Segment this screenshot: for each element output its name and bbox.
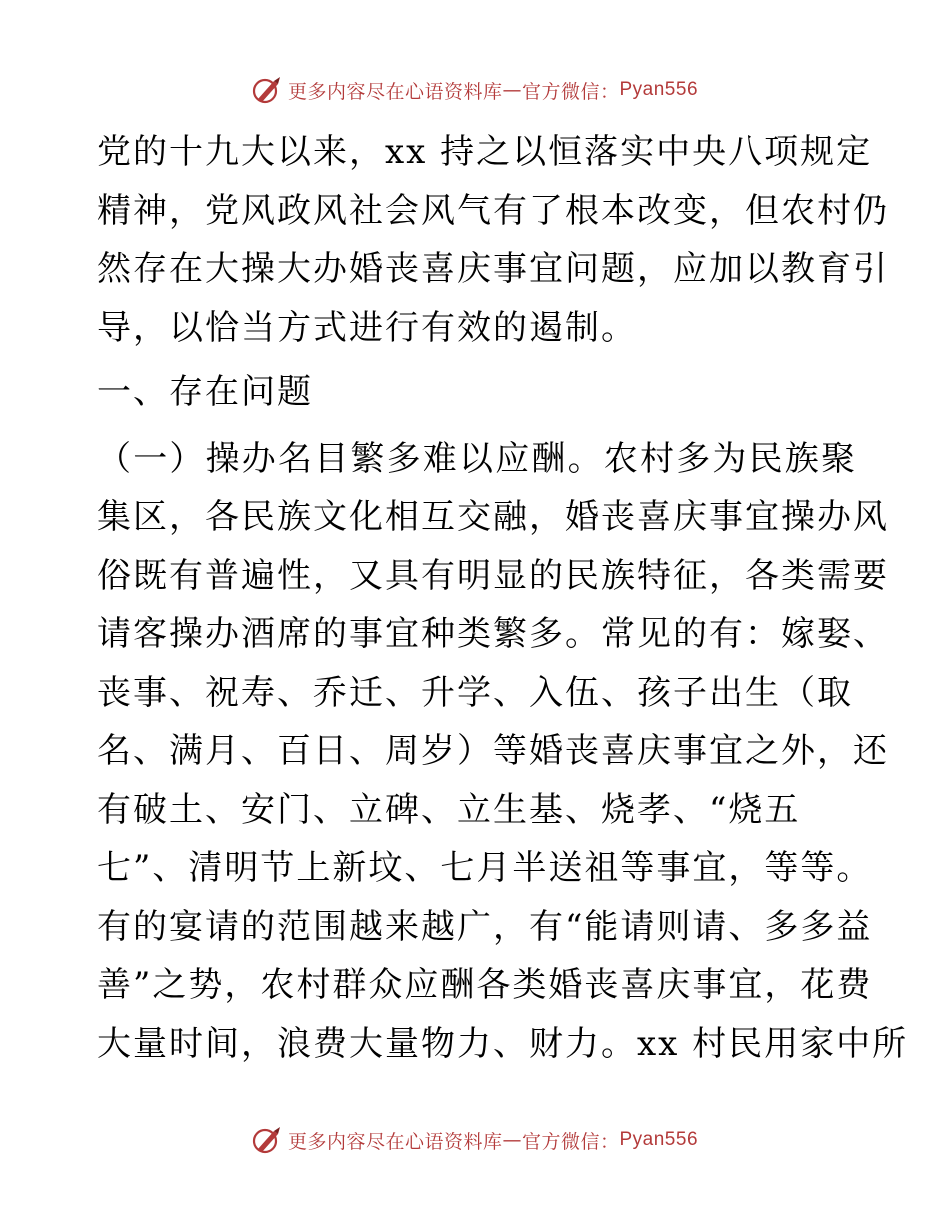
text-line: 七”、清明节上新坟、七月半送祖等事宜，等等。 xyxy=(97,848,873,888)
text-line: 集区，各民族文化相互交融，婚丧喜庆事宜操办风 xyxy=(97,497,889,537)
text-line: 大量时间，浪费大量物力、财力。xx 村民用家中所 xyxy=(97,1023,909,1064)
text-line: 丧事、祝寿、乔迁、升学、入伍、孩子出生（取 xyxy=(97,672,853,713)
paragraph-intro xyxy=(97,123,889,357)
text-line: 然存在大操大办婚丧喜庆事宜问题，应加以教育引 xyxy=(97,249,889,289)
section-heading: 一、存在问题 xyxy=(97,372,313,412)
watermark-site-text: 更多内容尽在心语资料库 xyxy=(287,80,503,103)
text-line: 善”之势，农村群众应酬各类婚丧喜庆事宜，花费 xyxy=(97,965,873,1005)
watermark-header xyxy=(0,70,950,110)
watermark-wechat-label: 官方微信： xyxy=(521,80,620,103)
watermark-separator: — xyxy=(502,1129,522,1151)
text-line: 请客操办酒席的事宜种类繁多。常见的有：嫁娶、 xyxy=(97,614,889,654)
text-line: 有破土、安门、立碑、立生基、烧孝、“烧五 xyxy=(97,789,801,830)
text-line: 精神，党风政风社会风气有了根本改变，但农村仍 xyxy=(97,190,889,231)
watermark-wechat-label: 官方微信： xyxy=(521,1130,620,1153)
watermark-wechat-id: Pyan556 xyxy=(619,79,699,100)
text-line: 党的十九大以来，xx 持之以恒落实中央八项规定 xyxy=(97,132,873,172)
text-line: 俗既有普遍性，又具有明显的民族特征，各类需要 xyxy=(97,555,889,596)
pen-logo-icon xyxy=(252,1125,282,1155)
text-line: 名、满月、百日、周岁）等婚丧喜庆事宜之外，还 xyxy=(97,731,889,771)
pen-logo-icon xyxy=(252,75,282,105)
text-line: （一）操办名目繁多难以应酬。农村多为民族聚 xyxy=(97,438,857,479)
text-line: 导，以恰当方式进行有效的遏制。 xyxy=(97,307,637,348)
text-line: 有的宴请的范围越来越广，有“能请则请、多多益 xyxy=(97,906,873,947)
watermark-wechat-id: Pyan556 xyxy=(619,1129,699,1150)
watermark-separator: — xyxy=(502,79,522,101)
paragraph-section-1 xyxy=(97,430,909,1074)
watermark-footer xyxy=(0,1120,950,1160)
document-body xyxy=(97,123,909,1073)
watermark-site-text: 更多内容尽在心语资料库 xyxy=(287,1130,503,1153)
